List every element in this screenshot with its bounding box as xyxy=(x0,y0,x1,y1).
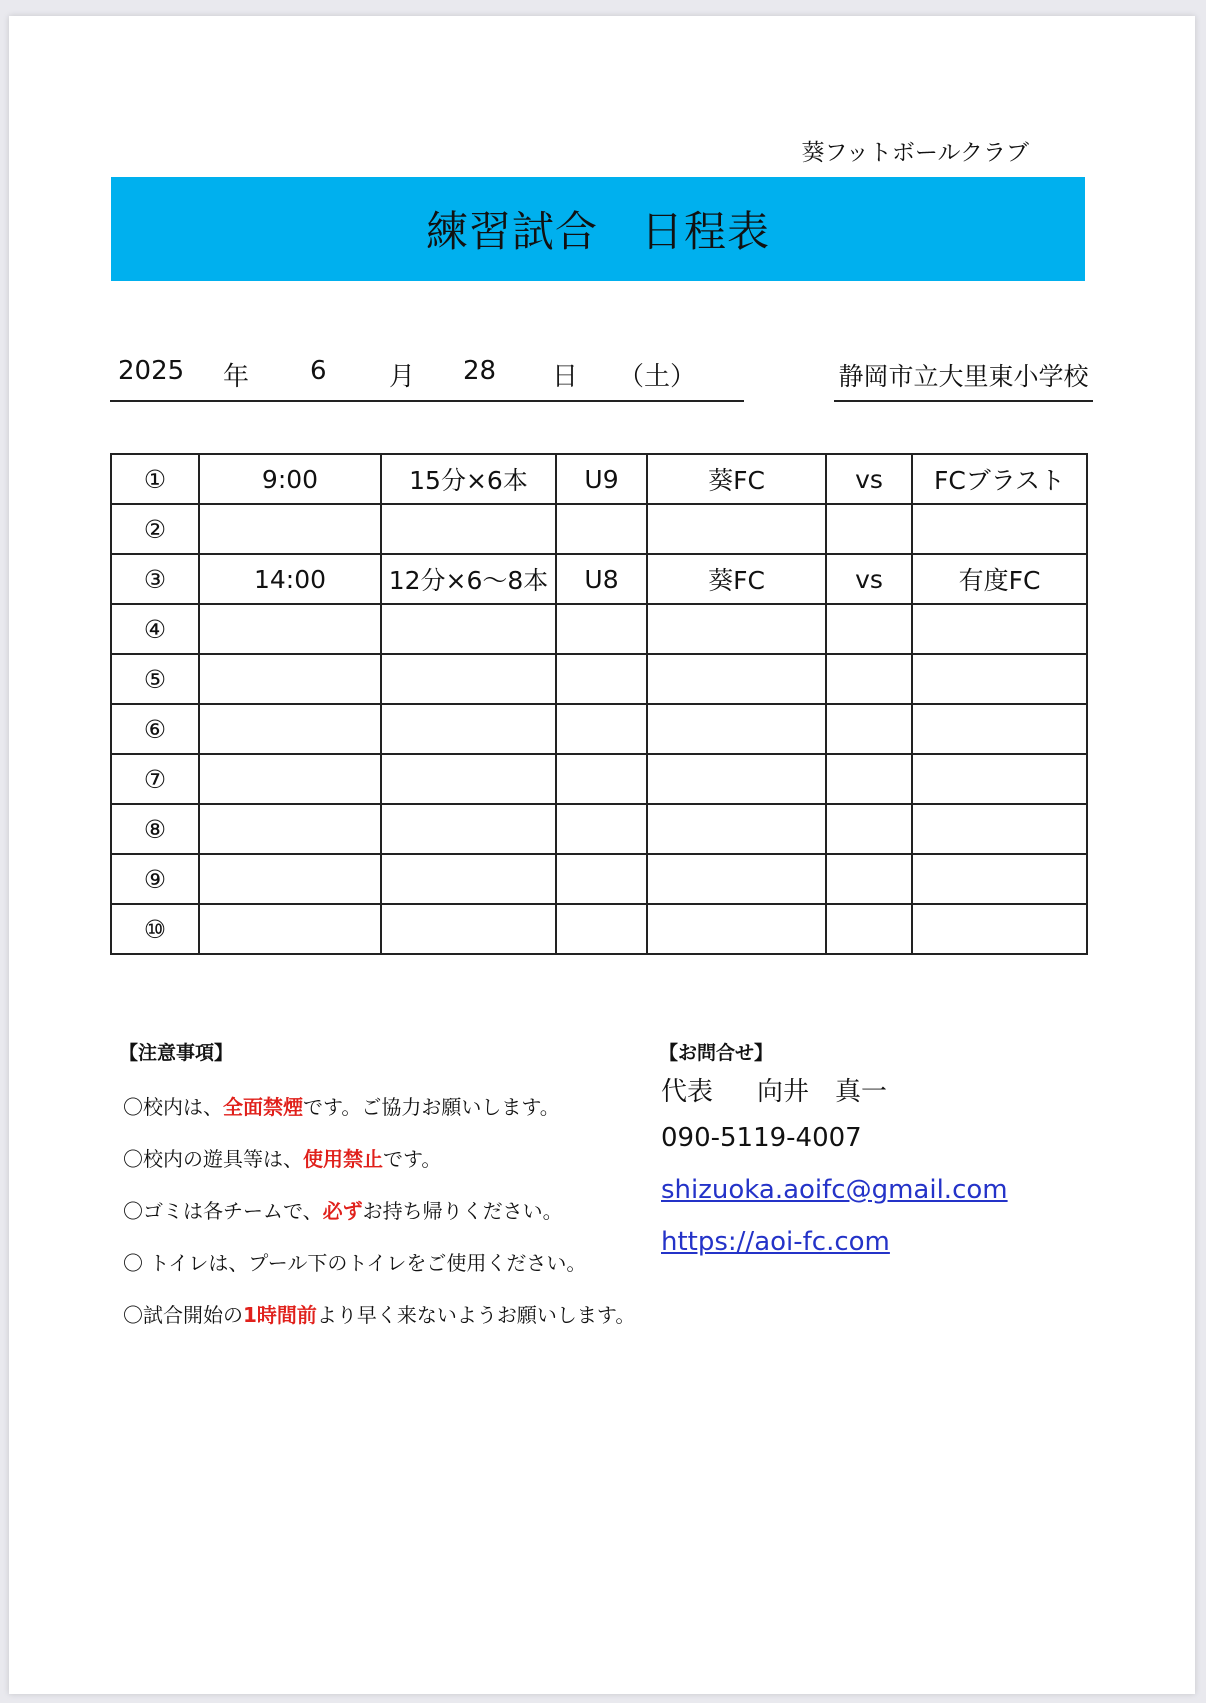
table-row xyxy=(111,504,1087,554)
note-after: です。 xyxy=(383,1147,442,1171)
cell-no: ⑥ xyxy=(111,704,199,754)
email-link[interactable]: shizuoka.aoifc@gmail.com xyxy=(661,1175,1008,1205)
club-name: 葵フットボールクラブ xyxy=(801,140,1029,166)
date-year: 2025 xyxy=(118,356,185,386)
contact-email-row xyxy=(661,1175,1008,1205)
cell-away xyxy=(912,654,1087,704)
website-link[interactable]: https://aoi-fc.com xyxy=(661,1227,890,1257)
cell-no: ④ xyxy=(111,604,199,654)
cell-home xyxy=(647,904,826,954)
note-emphasis: 必ず xyxy=(322,1199,363,1223)
cell-away xyxy=(912,504,1087,554)
cell-away xyxy=(912,754,1087,804)
cell-no: ② xyxy=(111,504,199,554)
cell-category xyxy=(556,754,647,804)
contact-heading: 【お問合せ】 xyxy=(659,1042,774,1064)
cell-category xyxy=(556,654,647,704)
date-weekday: （土） xyxy=(618,362,697,392)
cell-format xyxy=(381,654,556,704)
document-page xyxy=(9,16,1195,1694)
note-item xyxy=(123,1091,560,1120)
cell-category xyxy=(556,804,647,854)
contact-representative xyxy=(661,1071,887,1108)
cell-category xyxy=(556,854,647,904)
cell-no: ⑩ xyxy=(111,904,199,954)
representative-name: 向井 真一 xyxy=(757,1077,888,1107)
cell-category xyxy=(556,904,647,954)
notes-heading: 【注意事項】 xyxy=(119,1042,234,1064)
cell-no: ⑧ xyxy=(111,804,199,854)
venue-line xyxy=(834,346,1093,402)
cell-away: FCブラスト xyxy=(912,454,1087,504)
cell-away xyxy=(912,854,1087,904)
cell-home xyxy=(647,804,826,854)
cell-away: 有度FC xyxy=(912,554,1087,604)
cell-format xyxy=(381,854,556,904)
cell-format: 12分×6～8本 xyxy=(381,554,556,604)
schedule-table xyxy=(110,453,1088,955)
cell-time: 9:00 xyxy=(199,454,381,504)
title-banner xyxy=(111,177,1085,281)
cell-format xyxy=(381,504,556,554)
page-title: 練習試合 日程表 xyxy=(425,207,770,256)
cell-home xyxy=(647,854,826,904)
table-row xyxy=(111,904,1087,954)
note-before: 〇ゴミは各チームで、 xyxy=(123,1199,323,1223)
cell-time xyxy=(199,654,381,704)
cell-away xyxy=(912,804,1087,854)
table-row xyxy=(111,704,1087,754)
cell-category: U8 xyxy=(556,554,647,604)
contact-website-row xyxy=(661,1227,890,1257)
cell-away xyxy=(912,604,1087,654)
cell-vs xyxy=(826,754,912,804)
cell-home xyxy=(647,754,826,804)
cell-time xyxy=(199,704,381,754)
note-item xyxy=(123,1299,635,1328)
cell-time: 14:00 xyxy=(199,554,381,604)
cell-away xyxy=(912,904,1087,954)
venue-name: 静岡市立大里東小学校 xyxy=(838,362,1089,391)
date-month-unit: 月 xyxy=(389,362,416,392)
cell-home: 葵FC xyxy=(647,454,826,504)
note-item xyxy=(123,1143,441,1172)
cell-format xyxy=(381,754,556,804)
cell-vs xyxy=(826,504,912,554)
cell-vs xyxy=(826,604,912,654)
table-row xyxy=(111,854,1087,904)
cell-time xyxy=(199,904,381,954)
cell-format xyxy=(381,604,556,654)
date-line xyxy=(110,346,744,402)
cell-category: U9 xyxy=(556,454,647,504)
note-item xyxy=(123,1247,586,1276)
cell-category xyxy=(556,604,647,654)
note-before: 〇校内は、 xyxy=(123,1095,223,1119)
cell-vs: vs xyxy=(826,454,912,504)
cell-vs: vs xyxy=(826,554,912,604)
cell-home xyxy=(647,704,826,754)
cell-format xyxy=(381,804,556,854)
cell-time xyxy=(199,504,381,554)
cell-no: ① xyxy=(111,454,199,504)
cell-vs xyxy=(826,854,912,904)
cell-home: 葵FC xyxy=(647,554,826,604)
note-after: です。ご協力お願いします。 xyxy=(303,1095,560,1119)
table-row xyxy=(111,554,1087,604)
note-before: 〇試合開始の xyxy=(123,1303,243,1327)
date-day-unit: 日 xyxy=(552,362,579,392)
cell-vs xyxy=(826,904,912,954)
note-after: お持ち帰りください。 xyxy=(362,1199,563,1223)
cell-away xyxy=(912,704,1087,754)
cell-no: ⑦ xyxy=(111,754,199,804)
note-item xyxy=(123,1195,563,1224)
date-day: 28 xyxy=(463,356,497,386)
cell-time xyxy=(199,604,381,654)
cell-format xyxy=(381,704,556,754)
cell-home xyxy=(647,604,826,654)
note-emphasis: 1時間前 xyxy=(243,1303,317,1327)
table-row xyxy=(111,654,1087,704)
table-row xyxy=(111,754,1087,804)
cell-format xyxy=(381,904,556,954)
contact-phone: 090-5119-4007 xyxy=(661,1123,862,1153)
cell-time xyxy=(199,854,381,904)
cell-no: ⑤ xyxy=(111,654,199,704)
cell-category xyxy=(556,704,647,754)
cell-no: ③ xyxy=(111,554,199,604)
table-row xyxy=(111,804,1087,854)
cell-vs xyxy=(826,804,912,854)
table-row xyxy=(111,604,1087,654)
date-month: 6 xyxy=(310,356,327,386)
cell-no: ⑨ xyxy=(111,854,199,904)
cell-time xyxy=(199,804,381,854)
cell-vs xyxy=(826,704,912,754)
note-emphasis: 全面禁煙 xyxy=(223,1095,303,1119)
cell-format: 15分×6本 xyxy=(381,454,556,504)
cell-home xyxy=(647,654,826,704)
note-before: 〇校内の遊具等は、 xyxy=(123,1147,303,1171)
cell-vs xyxy=(826,654,912,704)
note-after: より早く来ないようお願いします。 xyxy=(316,1303,636,1327)
table-row xyxy=(111,454,1087,504)
note-before: 〇 トイレは、プール下のトイレをご使用ください。 xyxy=(123,1251,587,1275)
note-emphasis: 使用禁止 xyxy=(303,1147,383,1171)
cell-category xyxy=(556,504,647,554)
cell-time xyxy=(199,754,381,804)
cell-home xyxy=(647,504,826,554)
representative-label: 代表 xyxy=(661,1077,714,1107)
date-year-unit: 年 xyxy=(223,362,250,392)
